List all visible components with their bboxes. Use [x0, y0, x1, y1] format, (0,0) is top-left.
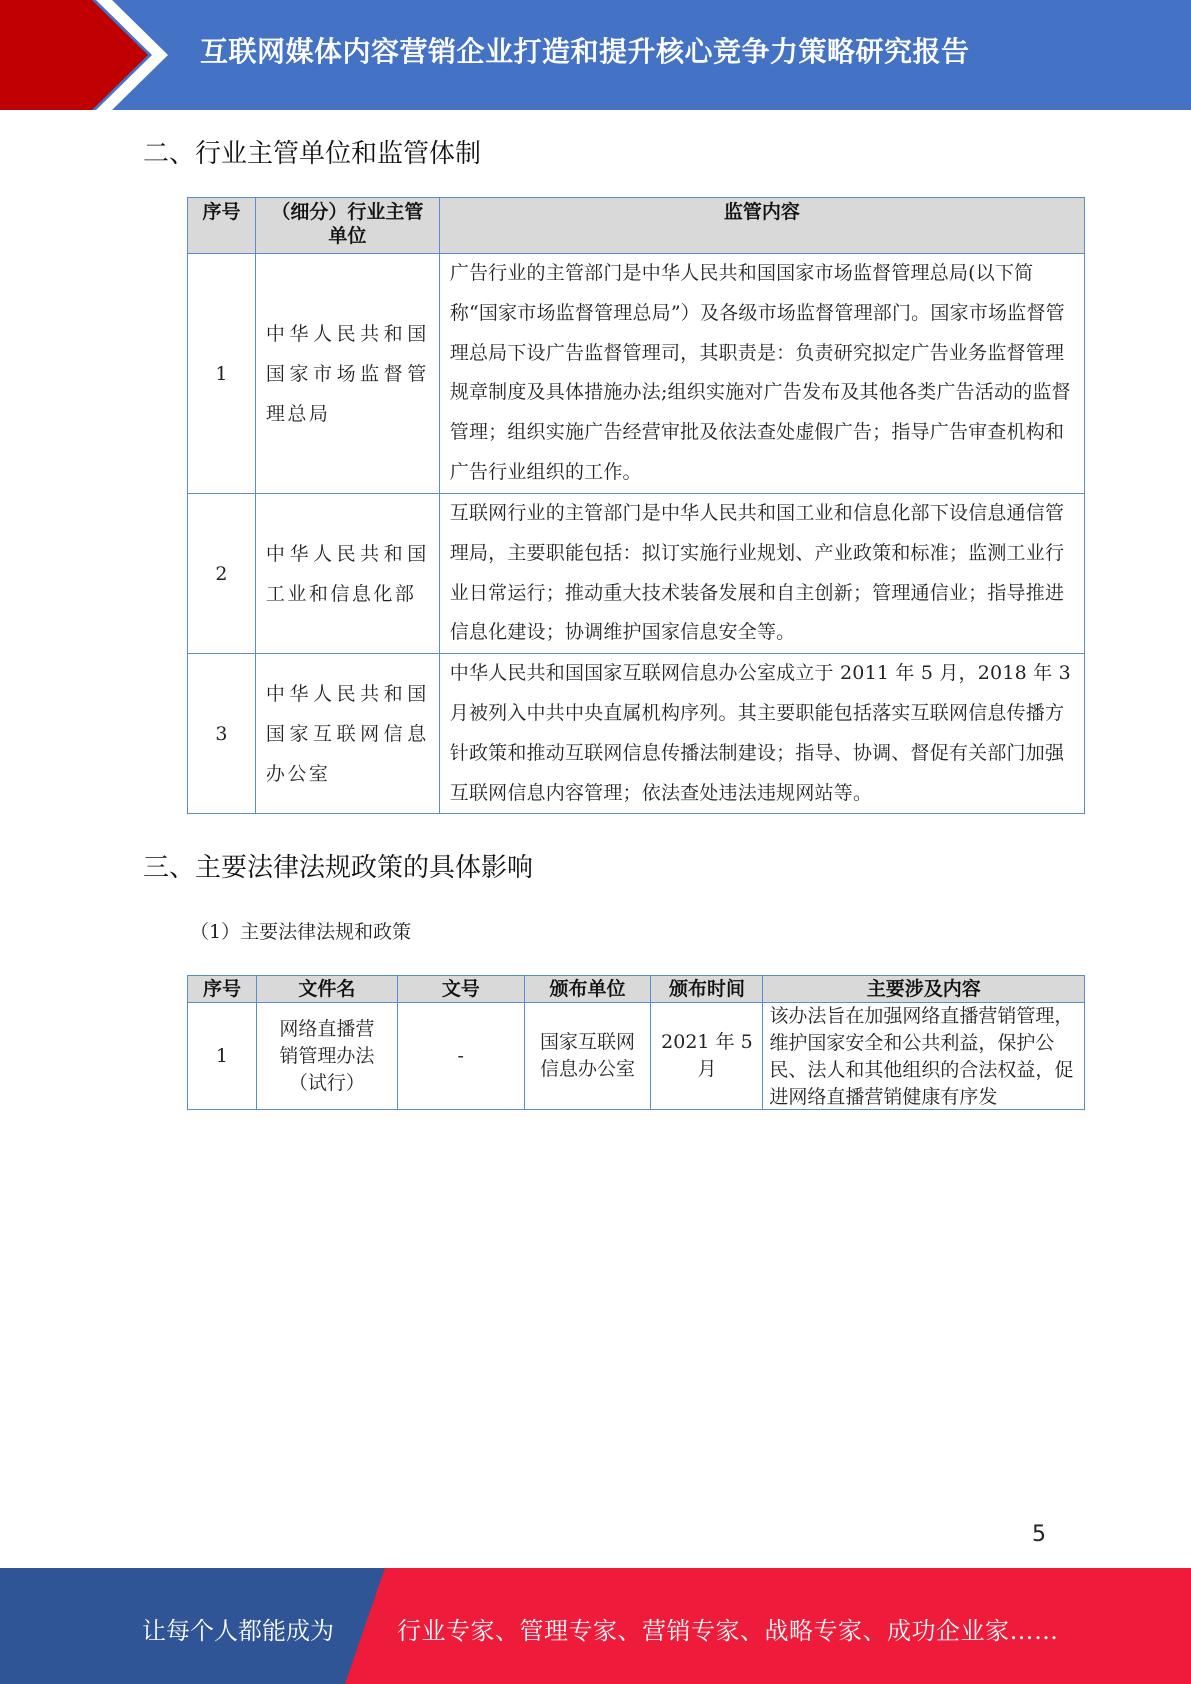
- supervision-content: 中华人民共和国国家互联网信息办公室成立于 2011 年 5 月，2018 年 3 月被列入中共中央直属机构序列。其主要职能包括落实互联网信息传播方针政策和推动互联网信息传播法制建设；指导、协调、督促有关部门加强互联网信息内容管理；依法查处违法违规网站等。: [439, 654, 1084, 814]
- page-footer: [0, 1568, 1191, 1684]
- issue-date: 2021 年 5 月: [651, 1003, 763, 1110]
- authority-name: 中华人民共和国国家市场监督管理总局: [255, 254, 439, 494]
- row-number: 3: [188, 654, 256, 814]
- subheading-laws-list: （1）主要法律法规和政策: [190, 921, 412, 943]
- table-header-row: [188, 976, 1085, 1003]
- issuing-authority: 国家互联网信息办公室: [524, 1003, 651, 1110]
- authority-name: 中华人民共和国工业和信息化部: [255, 494, 439, 654]
- supervision-table: [187, 197, 1085, 814]
- footer-slogan-right: 行业专家、管理专家、营销专家、战略专家、成功企业家……: [397, 1617, 1059, 1645]
- section-heading-laws: 三、主要法律法规政策的具体影响: [143, 853, 534, 883]
- section-heading-supervision: 二、行业主管单位和监管体制: [143, 139, 482, 169]
- supervision-content: 互联网行业的主管部门是中华人民共和国工业和信息化部下设信息通信管理局，主要职能包括：拟订实施行业规划、产业政策和标准；监测工业行业日常运行；推动重大技术装备发展和自主创新；管理通信业；指导推进信息化建设；协调维护国家信息安全等。: [439, 494, 1084, 654]
- report-title: 互联网媒体内容营销企业打造和提升核心竞争力策略研究报告: [200, 35, 970, 68]
- table-row: [188, 654, 1085, 814]
- header-cell: （细分）行业主管单位: [255, 198, 439, 254]
- header-cell: 序号: [188, 976, 257, 1003]
- page-header: [0, 0, 1191, 110]
- header-cell: 文件名: [256, 976, 397, 1003]
- header-cell: 颁布时间: [651, 976, 763, 1003]
- header-cell: 监管内容: [439, 198, 1084, 254]
- header-cell: 颁布单位: [524, 976, 651, 1003]
- document-number: -: [397, 1003, 524, 1110]
- table-row: [188, 1003, 1085, 1110]
- main-content-text: 该办法旨在加强网络直播营销管理，维护国家安全和公共利益，保护公民、法人和其他组织的合法权益，促进网络直播营销健康有序发: [769, 1005, 1074, 1108]
- footer-slogan-left: 让每个人都能成为: [142, 1617, 334, 1645]
- row-number: 1: [188, 1003, 257, 1110]
- header-cell: 序号: [188, 198, 256, 254]
- table-header-row: [188, 198, 1085, 254]
- supervision-content: 广告行业的主管部门是中华人民共和国国家市场监督管理总局(以下简称“国家市场监督管理总局”）及各级市场监督管理部门。国家市场监督管理总局下设广告监督管理司，其职责是：负责研究拟定广告业务监督管理规章制度及具体措施办法;组织实施对广告发布及其他各类广告活动的监督管理；组织实施广告经营审批及依法查处虚假广告；指导广告审查机构和广告行业组织的工作。: [439, 254, 1084, 494]
- page-number: 5: [1032, 1522, 1046, 1547]
- authority-name: 中华人民共和国国家互联网信息办公室: [255, 654, 439, 814]
- laws-table: [187, 975, 1085, 1110]
- main-content: [763, 1003, 1085, 1110]
- row-number: 2: [188, 494, 256, 654]
- row-number: 1: [188, 254, 256, 494]
- document-name: 网络直播营销管理办法（试行）: [256, 1003, 397, 1110]
- table-row: [188, 494, 1085, 654]
- header-cell: 主要涉及内容: [763, 976, 1085, 1003]
- table-row: [188, 254, 1085, 494]
- header-cell: 文号: [397, 976, 524, 1003]
